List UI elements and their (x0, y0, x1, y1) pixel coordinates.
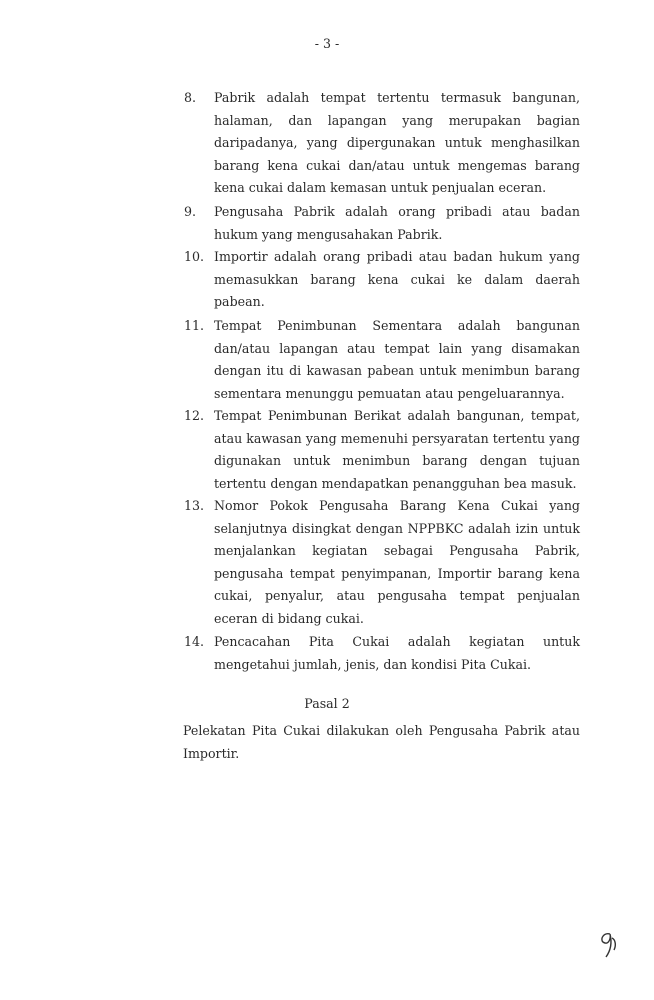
item-number: 8. (184, 90, 197, 105)
text-line: digunakan untuk menimbun barang dengan tujuan (214, 453, 580, 468)
text-line: selanjutnya disingkat dengan NPPBKC adalah izin untuk (214, 520, 580, 536)
text-line: daripadanya, yang dipergunakan untuk menghasilkan (214, 135, 580, 150)
text-line: memasukkan barang kena cukai ke dalam daerah (214, 271, 580, 287)
item-number: 9. (184, 204, 197, 219)
text-line: sementara menunggu pemuatan atau pengeluarannya. (214, 385, 565, 401)
item-text (214, 201, 580, 246)
text-line: halaman, dan lapangan yang merupakan bagian (214, 112, 580, 128)
text-line: Tempat Penimbunan Sementara adalah bangunan (214, 318, 580, 333)
paraf-handwritten-mark (596, 930, 620, 963)
text-line: tertentu dengan mendapatkan penangguhan bea masuk. (214, 475, 577, 491)
text-line: Pengusaha Pabrik adalah orang pribadi atau badan (214, 204, 580, 219)
pasal-line: Pelekatan Pita Cukai dilakukan oleh Pengusaha Pabrik atau (183, 723, 580, 738)
pasal-body (183, 720, 580, 765)
text-line: Tempat Penimbunan Berikat adalah bangunan, tempat, (214, 408, 580, 423)
item-text (214, 495, 580, 630)
item-text (214, 315, 580, 405)
text-line: dengan itu di kawasan pabean untuk menimbun barang (214, 363, 580, 378)
text-line: pabean. (214, 294, 265, 309)
text-line: Importir adalah orang pribadi atau badan hukum yang (214, 249, 580, 264)
text-line: eceran di bidang cukai. (214, 610, 364, 626)
item-number: 12. (184, 408, 205, 423)
item-number: 11. (184, 318, 205, 333)
text-line: dan/atau lapangan atau tempat lain yang disamakan (214, 340, 580, 356)
text-line: hukum yang mengusahakan Pabrik. (214, 226, 443, 242)
text-line: Pencacahan Pita Cukai adalah kegiatan untuk (214, 634, 580, 649)
text-line: cukai, penyalur, atau pengusaha tempat penjualan (214, 588, 580, 603)
item-text (214, 405, 580, 495)
item-text (214, 631, 580, 676)
pasal-title: Pasal 2 (304, 696, 350, 711)
page-number: - 3 - (314, 36, 340, 51)
pasal-line: Importir. (183, 745, 240, 761)
text-line: pengusaha tempat penyimpanan, Importir barang kena (214, 565, 580, 581)
text-line: menjalankan kegiatan sebagai Pengusaha Pabrik, (214, 543, 580, 558)
item-text (214, 246, 580, 314)
item-number: 13. (184, 498, 205, 513)
text-line: Nomor Pokok Pengusaha Barang Kena Cukai yang (214, 498, 580, 513)
item-text (214, 87, 580, 200)
text-line: mengetahui jumlah, jenis, dan kondisi Pita Cukai. (214, 656, 532, 672)
text-line: kena cukai dalam kemasan untuk penjualan eceran. (214, 180, 547, 195)
text-line: atau kawasan yang memenuhi persyaratan tertentu yang (214, 430, 580, 446)
item-number: 14. (184, 634, 205, 649)
text-line: Pabrik adalah tempat tertentu termasuk bangunan, (214, 90, 580, 105)
text-line: barang kena cukai dan/atau untuk mengemas barang (214, 157, 580, 173)
item-number: 10. (184, 249, 205, 264)
